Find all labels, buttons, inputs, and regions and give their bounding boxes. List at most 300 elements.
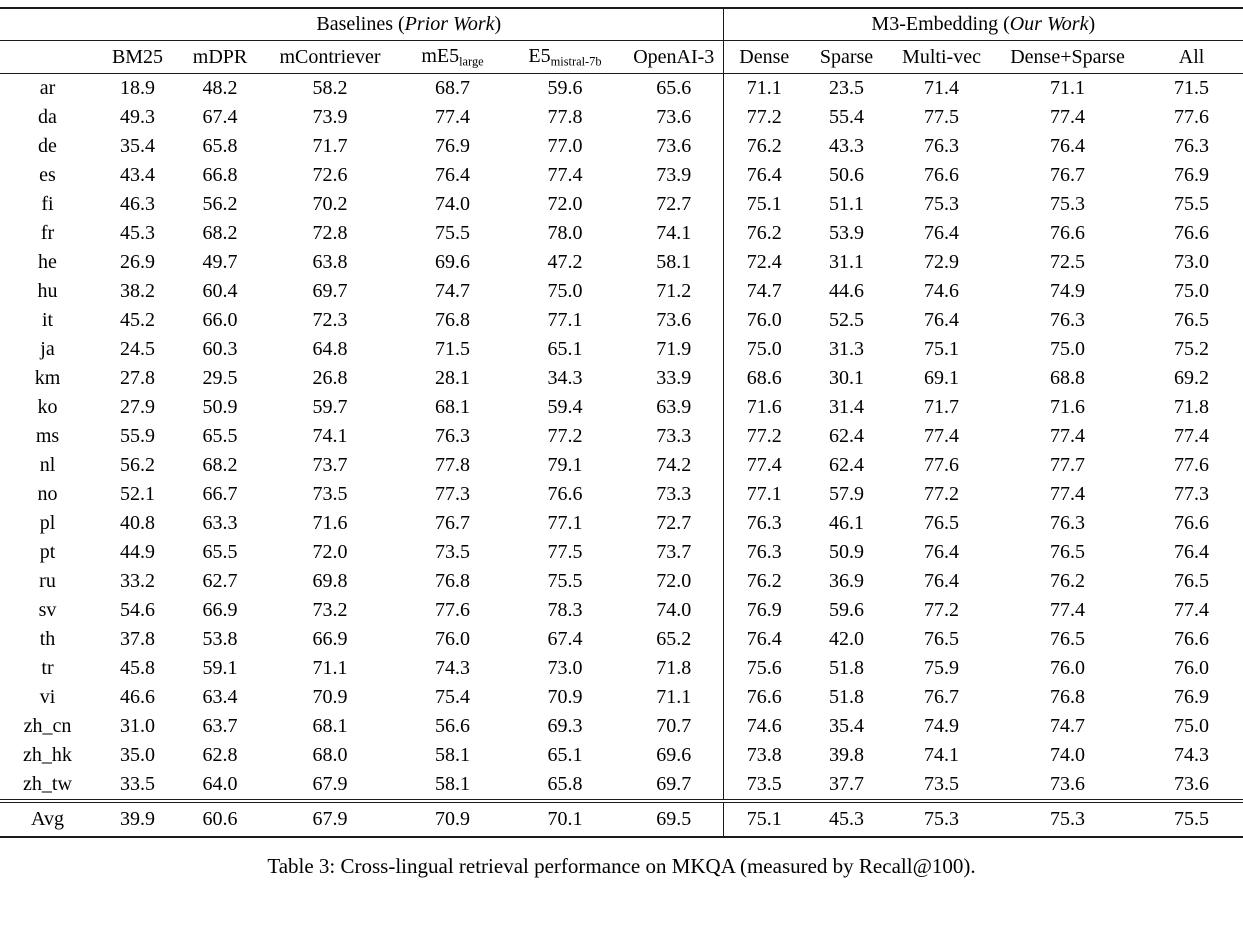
table-row-pt xyxy=(0,538,1243,567)
table-cell: 56.6 xyxy=(435,715,470,738)
table-cell: 79.1 xyxy=(547,454,583,477)
table-cell: 77.4 xyxy=(1050,483,1086,506)
table-cell: 50.6 xyxy=(829,164,865,187)
table-cell: 77.4 xyxy=(746,454,782,477)
row-label: km xyxy=(34,367,61,390)
table-cell: 29.5 xyxy=(202,367,238,390)
table-cell: 73.5 xyxy=(924,773,960,796)
table-cell: 60.6 xyxy=(180,801,260,837)
table-cell: 71.6 xyxy=(746,396,782,419)
row-label: de xyxy=(38,135,57,158)
table-cell: 54.6 xyxy=(120,599,155,622)
table-cell: 57.9 xyxy=(829,483,865,506)
column-header-all xyxy=(1140,41,1243,74)
table-cell: 35.4 xyxy=(120,135,155,158)
table-cell: 75.1 xyxy=(746,193,782,216)
table-cell: 71.7 xyxy=(312,135,348,158)
table-cell: 76.5 xyxy=(1050,628,1086,651)
row-label: pl xyxy=(39,512,56,535)
table-cell: 27.9 xyxy=(120,396,155,419)
table-cell: 45.8 xyxy=(120,657,155,680)
table-cell: 50.9 xyxy=(202,396,238,419)
table-row-km xyxy=(0,364,1243,393)
table-cell: 77.8 xyxy=(435,454,470,477)
table-row-fr xyxy=(0,219,1243,248)
table-cell: 76.3 xyxy=(924,135,960,158)
table-cell: 62.7 xyxy=(202,570,238,593)
table-cell: 63.7 xyxy=(202,715,238,738)
table-cell: 43.4 xyxy=(120,164,155,187)
table-cell: 51.1 xyxy=(829,193,865,216)
table-cell: 66.9 xyxy=(312,628,348,651)
table-cell: 77.6 xyxy=(924,454,960,477)
table-cell: 76.3 xyxy=(435,425,470,448)
table-cell: 77.4 xyxy=(1174,599,1210,622)
table-cell: 69.1 xyxy=(924,367,960,390)
table-cell: 74.1 xyxy=(924,744,960,767)
row-label: sv xyxy=(38,599,57,622)
table-cell: 77.2 xyxy=(547,425,583,448)
table-cell: 65.5 xyxy=(202,425,238,448)
table-cell: 43.3 xyxy=(829,135,865,158)
group-baselines-suffix: ) xyxy=(494,13,502,35)
table-cell: 73.6 xyxy=(625,306,723,335)
table-cell: 76.0 xyxy=(1174,657,1210,680)
table-cell: 69.6 xyxy=(435,251,470,274)
row-label: fr xyxy=(40,222,55,245)
table-cell: 76.0 xyxy=(746,309,782,332)
table-row-zh_cn xyxy=(0,712,1243,741)
table-cell: 71.9 xyxy=(625,335,723,364)
table-row-vi xyxy=(0,683,1243,712)
table-cell: 31.3 xyxy=(829,338,865,361)
column-label-subscript: large xyxy=(459,54,484,69)
table-cell: 77.0 xyxy=(547,135,583,158)
group-baselines-italic: Prior Work xyxy=(404,13,495,35)
column-label: mDPR xyxy=(192,45,248,68)
table-row-nl xyxy=(0,451,1243,480)
table-cell: 68.2 xyxy=(202,454,238,477)
table-cell: 28.1 xyxy=(435,367,470,390)
table-cell: 76.6 xyxy=(924,164,960,187)
table-cell: 73.6 xyxy=(1050,773,1086,796)
table-cell: 76.6 xyxy=(547,483,583,506)
table-cell: 75.0 xyxy=(1174,280,1210,303)
row-label: da xyxy=(38,106,57,129)
table-cell: 71.1 xyxy=(625,683,723,712)
table-cell: 49.3 xyxy=(120,106,155,129)
table-cell: 76.5 xyxy=(1050,541,1086,564)
table-cell: 74.9 xyxy=(924,715,960,738)
table-cell: 71.5 xyxy=(1174,77,1210,100)
table-cell: 76.4 xyxy=(746,164,782,187)
row-label: pt xyxy=(39,541,56,564)
table-cell: 67.4 xyxy=(547,628,583,651)
row-label: ar xyxy=(39,77,56,100)
group-header-baselines xyxy=(95,8,723,41)
column-label: E5 xyxy=(528,45,551,67)
table-cell: 51.8 xyxy=(829,686,865,709)
table-cell: 77.1 xyxy=(547,512,583,535)
table-cell: 76.6 xyxy=(746,686,782,709)
table-cell: 76.9 xyxy=(435,135,470,158)
group-m3-suffix: ) xyxy=(1088,13,1096,35)
table-cell: 74.0 xyxy=(435,193,470,216)
table-cell: 70.1 xyxy=(505,801,625,837)
table-cell: 74.2 xyxy=(625,451,723,480)
table-cell: 76.5 xyxy=(1174,309,1210,332)
table-cell: 35.0 xyxy=(120,744,155,767)
table-cell: 59.1 xyxy=(202,657,238,680)
row-label: nl xyxy=(39,454,56,477)
table-cell: 77.6 xyxy=(1174,454,1210,477)
table-cell: 71.1 xyxy=(746,77,782,100)
column-header-multi-vec xyxy=(888,41,995,74)
table-cell: 69.5 xyxy=(625,801,723,837)
table-cell: 77.2 xyxy=(924,483,960,506)
column-header-sparse xyxy=(805,41,888,74)
table-cell: 65.5 xyxy=(202,541,238,564)
table-cell: 63.4 xyxy=(202,686,238,709)
table-cell: 62.4 xyxy=(829,454,865,477)
table-cell: 52.5 xyxy=(829,309,865,332)
column-label: Sparse xyxy=(819,45,874,68)
table-cell: 30.1 xyxy=(829,367,865,390)
table-cell: 33.9 xyxy=(625,364,723,393)
table-cell: 76.6 xyxy=(1174,512,1210,535)
column-label: BM25 xyxy=(111,45,164,68)
table-cell: 77.4 xyxy=(1050,599,1086,622)
table-cell: 37.7 xyxy=(829,773,865,796)
table-cell: 76.8 xyxy=(435,570,470,593)
table-cell: 71.6 xyxy=(1050,396,1086,419)
table-row-no xyxy=(0,480,1243,509)
column-label: Multi-vec xyxy=(902,45,981,68)
table-cell: 74.3 xyxy=(435,657,470,680)
table-cell: 67.9 xyxy=(260,801,400,837)
table-cell: 76.4 xyxy=(1050,135,1086,158)
table-row-de xyxy=(0,132,1243,161)
table-cell: 71.2 xyxy=(625,277,723,306)
table-cell: 70.7 xyxy=(625,712,723,741)
group-header-m3-embedding xyxy=(723,8,1243,41)
table-cell: 76.5 xyxy=(1174,570,1210,593)
table-cell: 76.2 xyxy=(746,570,782,593)
table-cell: 68.2 xyxy=(202,222,238,245)
table-cell: 34.3 xyxy=(547,367,583,390)
column-header-empty xyxy=(0,41,95,74)
table-cell: 72.7 xyxy=(625,190,723,219)
table-cell: 75.9 xyxy=(924,657,960,680)
table-cell: 65.8 xyxy=(547,773,583,796)
table-cell: 56.2 xyxy=(120,454,155,477)
table-cell: 26.9 xyxy=(120,251,155,274)
row-label: th xyxy=(39,628,56,651)
table-cell: 77.1 xyxy=(746,483,782,506)
avg-row xyxy=(0,801,1243,837)
table-cell: 74.9 xyxy=(1050,280,1086,303)
table-cell: 42.0 xyxy=(829,628,865,651)
table-cell: 58.2 xyxy=(312,77,348,100)
table-cell: 76.6 xyxy=(1174,222,1210,245)
table-cell: 76.9 xyxy=(746,599,782,622)
table-cell: 74.6 xyxy=(924,280,960,303)
table-cell: 69.7 xyxy=(312,280,348,303)
table-cell: 55.9 xyxy=(120,425,155,448)
table-cell: 68.6 xyxy=(746,367,782,390)
table-cell: 47.2 xyxy=(547,251,583,274)
row-label: zh_hk xyxy=(23,744,72,767)
table-cell: 77.2 xyxy=(746,106,782,129)
column-header-mdpr xyxy=(180,41,260,74)
table-cell: 44.6 xyxy=(829,280,865,303)
table-cell: 77.5 xyxy=(547,541,583,564)
table-cell: 76.4 xyxy=(924,570,960,593)
table-cell: 60.3 xyxy=(202,338,238,361)
table-cell: 73.7 xyxy=(312,454,348,477)
table-cell: 66.9 xyxy=(202,599,238,622)
table-cell: 65.1 xyxy=(547,744,583,767)
table-cell: 38.2 xyxy=(120,280,155,303)
table-cell: 50.9 xyxy=(829,541,865,564)
table-cell: 64.8 xyxy=(312,338,348,361)
table-cell: 33.2 xyxy=(120,570,155,593)
column-header-bm25 xyxy=(95,41,180,74)
table-cell: 26.8 xyxy=(312,367,348,390)
table-cell: 68.1 xyxy=(312,715,348,738)
row-label: it xyxy=(41,309,54,332)
table-cell: 75.5 xyxy=(435,222,470,245)
table-cell: 72.6 xyxy=(312,164,348,187)
table-cell: 69.8 xyxy=(312,570,348,593)
table-cell: 75.3 xyxy=(924,193,960,216)
table-cell: 73.0 xyxy=(1174,251,1210,274)
column-header-dense xyxy=(723,41,805,74)
table-cell: 74.6 xyxy=(746,715,782,738)
table-cell: 45.3 xyxy=(805,801,888,837)
table-cell: 36.9 xyxy=(829,570,865,593)
table-cell: 65.6 xyxy=(625,74,723,104)
table-row-es xyxy=(0,161,1243,190)
table-cell: 63.9 xyxy=(625,393,723,422)
table-cell: 31.1 xyxy=(829,251,865,274)
table-cell: 72.5 xyxy=(1050,251,1086,274)
row-label: zh_cn xyxy=(23,715,72,738)
table-cell: 31.0 xyxy=(120,715,155,738)
table-cell: 73.9 xyxy=(312,106,348,129)
table-cell: 75.1 xyxy=(924,338,960,361)
table-cell: 75.1 xyxy=(723,801,805,837)
table-cell: 70.9 xyxy=(312,686,348,709)
table-cell: 75.5 xyxy=(1140,801,1243,837)
table-cell: 68.7 xyxy=(435,77,470,100)
table-cell: 76.0 xyxy=(1050,657,1086,680)
table-cell: 77.4 xyxy=(1050,106,1086,129)
table-cell: 76.7 xyxy=(1050,164,1086,187)
table-cell: 77.1 xyxy=(547,309,583,332)
table-cell: 76.4 xyxy=(924,309,960,332)
row-label: he xyxy=(38,251,57,274)
table-cell: 71.7 xyxy=(924,396,960,419)
table-cell: 77.4 xyxy=(547,164,583,187)
table-cell: 71.5 xyxy=(435,338,470,361)
table-cell: 73.6 xyxy=(1174,773,1210,796)
column-label: All xyxy=(1178,45,1205,68)
table-row-ar xyxy=(0,74,1243,104)
table-cell: 76.4 xyxy=(924,222,960,245)
column-header-e5 xyxy=(505,41,625,74)
table-cell: 53.9 xyxy=(829,222,865,245)
table-cell: 72.4 xyxy=(746,251,782,274)
table-cell: 77.4 xyxy=(435,106,470,129)
row-label: hu xyxy=(37,280,58,303)
table-row-th xyxy=(0,625,1243,654)
table-cell: 77.6 xyxy=(435,599,470,622)
table-cell: 75.3 xyxy=(995,801,1140,837)
table-cell: 78.0 xyxy=(547,222,583,245)
table-cell: 76.8 xyxy=(435,309,470,332)
table-cell: 56.2 xyxy=(202,193,238,216)
table-cell: 58.1 xyxy=(435,773,470,796)
row-label: no xyxy=(37,483,58,506)
table-cell: 77.2 xyxy=(924,599,960,622)
table-cell: 59.4 xyxy=(547,396,583,419)
table-cell: 77.5 xyxy=(924,106,960,129)
table-cell: 74.0 xyxy=(625,596,723,625)
table-cell: 46.3 xyxy=(120,193,155,216)
table-cell: 76.2 xyxy=(746,135,782,158)
table-row-pl xyxy=(0,509,1243,538)
table-cell: 76.6 xyxy=(1174,628,1210,651)
table-cell: 73.8 xyxy=(746,744,782,767)
table-cell: 75.0 xyxy=(1050,338,1086,361)
table-cell: 78.3 xyxy=(547,599,583,622)
table-row-tr xyxy=(0,654,1243,683)
row-label: ko xyxy=(37,396,58,419)
table-cell: 76.3 xyxy=(746,541,782,564)
row-label: Avg xyxy=(0,801,95,837)
table-cell: 18.9 xyxy=(120,77,155,100)
table-cell: 76.9 xyxy=(1174,686,1210,709)
table-cell: 76.6 xyxy=(1050,222,1086,245)
table-row-ko xyxy=(0,393,1243,422)
table-cell: 74.3 xyxy=(1174,744,1210,767)
table-cell: 73.6 xyxy=(625,132,723,161)
table-cell: 76.5 xyxy=(924,512,960,535)
table-body xyxy=(0,74,1243,838)
row-label: vi xyxy=(39,686,56,709)
table-cell: 65.2 xyxy=(625,625,723,654)
table-cell: 62.8 xyxy=(202,744,238,767)
table-row-hu xyxy=(0,277,1243,306)
table-cell: 67.4 xyxy=(202,106,238,129)
table-cell: 72.8 xyxy=(312,222,348,245)
table-cell: 75.4 xyxy=(435,686,470,709)
table-row-da xyxy=(0,103,1243,132)
table-cell: 45.2 xyxy=(120,309,155,332)
group-m3-italic: Our Work xyxy=(1009,13,1089,35)
table-cell: 76.0 xyxy=(435,628,470,651)
table-cell: 76.4 xyxy=(746,628,782,651)
table-cell: 74.1 xyxy=(625,219,723,248)
table-cell: 68.0 xyxy=(312,744,348,767)
table-cell: 49.7 xyxy=(202,251,238,274)
table-cell: 77.3 xyxy=(1174,483,1210,506)
table-cell: 66.0 xyxy=(202,309,238,332)
column-header-dense-sparse xyxy=(995,41,1140,74)
table-cell: 44.9 xyxy=(120,541,155,564)
table-cell: 71.8 xyxy=(625,654,723,683)
table-cell: 75.2 xyxy=(1174,338,1210,361)
table-cell: 76.5 xyxy=(924,628,960,651)
table-row-he xyxy=(0,248,1243,277)
table-cell: 52.1 xyxy=(120,483,155,506)
table-cell: 24.5 xyxy=(120,338,155,361)
table-cell: 75.5 xyxy=(547,570,583,593)
table-cell: 75.5 xyxy=(1174,193,1210,216)
table-cell: 77.4 xyxy=(924,425,960,448)
table-cell: 73.7 xyxy=(625,538,723,567)
table-row-zh_tw xyxy=(0,770,1243,801)
table-cell: 76.2 xyxy=(746,222,782,245)
table-cell: 65.1 xyxy=(547,338,583,361)
table-cell: 76.2 xyxy=(1050,570,1086,593)
table-cell: 73.9 xyxy=(625,161,723,190)
column-label: mContriever xyxy=(279,45,381,68)
table-cell: 45.3 xyxy=(120,222,155,245)
table-cell: 58.1 xyxy=(435,744,470,767)
table-row-sv xyxy=(0,596,1243,625)
table-cell: 37.8 xyxy=(120,628,155,651)
table-cell: 77.8 xyxy=(547,106,583,129)
table-cell: 71.6 xyxy=(312,512,348,535)
row-label: ms xyxy=(35,425,60,448)
column-header-mcontriever xyxy=(260,41,400,74)
table-cell: 76.8 xyxy=(1050,686,1086,709)
table-cell: 77.6 xyxy=(1174,106,1210,129)
table-cell: 46.1 xyxy=(829,512,865,535)
table-cell: 64.0 xyxy=(202,773,238,796)
table-cell: 76.9 xyxy=(1174,164,1210,187)
table-cell: 76.3 xyxy=(1174,135,1210,158)
column-header-row xyxy=(0,41,1243,74)
table-cell: 46.6 xyxy=(120,686,155,709)
table-cell: 72.0 xyxy=(312,541,348,564)
table-cell: 63.8 xyxy=(312,251,348,274)
table-row-ms xyxy=(0,422,1243,451)
table-cell: 39.9 xyxy=(95,801,180,837)
column-label: Dense+Sparse xyxy=(1010,45,1125,68)
table-caption: Table 3: Cross-lingual retrieval performance on MKQA (measured by Recall@100). xyxy=(267,854,976,879)
table-cell: 68.8 xyxy=(1050,367,1086,390)
table-cell: 73.3 xyxy=(625,422,723,451)
table-cell: 72.3 xyxy=(312,309,348,332)
table-cell: 77.4 xyxy=(1050,425,1086,448)
table-cell: 55.4 xyxy=(829,106,865,129)
table-cell: 69.6 xyxy=(625,741,723,770)
table-cell: 69.3 xyxy=(547,715,583,738)
table-cell: 74.7 xyxy=(435,280,470,303)
table-cell: 74.0 xyxy=(1050,744,1086,767)
table-cell: 75.0 xyxy=(1174,715,1210,738)
table-cell: 73.5 xyxy=(435,541,470,564)
table-cell: 74.7 xyxy=(1050,715,1086,738)
table-cell: 73.2 xyxy=(312,599,348,622)
table-cell: 23.5 xyxy=(829,77,865,100)
table-cell: 77.3 xyxy=(435,483,470,506)
table-cell: 75.0 xyxy=(746,338,782,361)
table-cell: 75.3 xyxy=(1050,193,1086,216)
